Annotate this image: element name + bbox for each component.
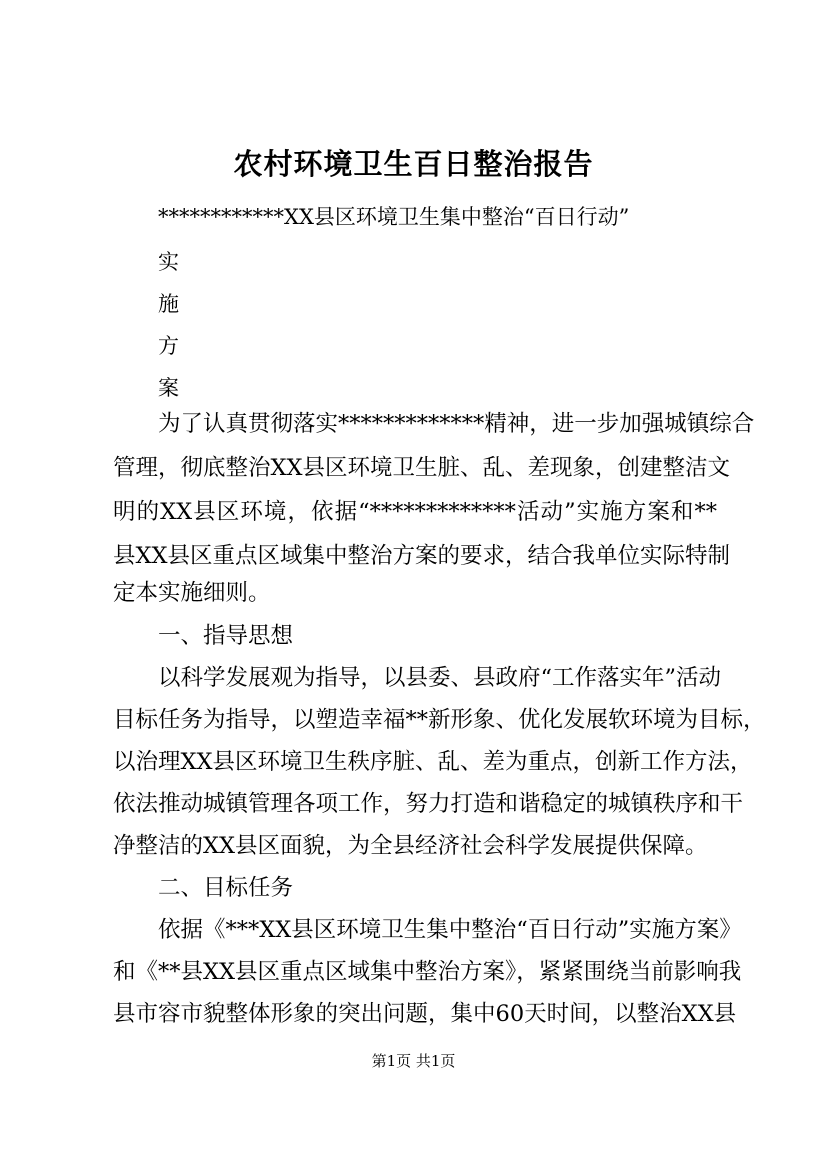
paragraph-line: 管理，彻底整治XX县区环境卫生脏、乱、差现象，创建整洁文	[113, 455, 731, 481]
paragraph-line: 县市容市貌整体形象的突出问题，集中60天时间，以整治XX县	[113, 1001, 737, 1027]
paragraph-line: 依据《***XX县区环境卫生集中整治“百日行动”实施方案》	[158, 917, 742, 943]
paragraph-line: 定本实施细则。	[113, 580, 271, 606]
page-footer: 第1页 共1页	[371, 1052, 456, 1070]
vertical-char: 案	[158, 376, 179, 400]
section-heading: 二、目标任务	[158, 875, 294, 901]
paragraph-line: 县XX县区重点区域集中整治方案的要求，结合我单位实际特制	[113, 543, 731, 569]
vertical-char: 施	[158, 292, 179, 316]
vertical-char: 实	[158, 250, 179, 274]
paragraph-line: 依法推动城镇管理各项工作，努力打造和谐稳定的城镇秩序和干	[113, 791, 744, 817]
document-subtitle: ************XX县区环境卫生集中整治“百日行动”	[158, 205, 630, 229]
paragraph-line: 为了认真贯彻落实*************精神，进一步加强城镇综合	[158, 411, 755, 437]
paragraph-line: 以治理XX县区环境卫生秩序脏、乱、差为重点，创新工作方法，	[113, 749, 753, 775]
section-heading: 一、指导思想	[158, 623, 294, 649]
vertical-char: 方	[158, 334, 179, 358]
paragraph-line: 目标任务为指导，以塑造幸福**新形象、优化发展软环境为目标，	[113, 707, 766, 733]
paragraph-line: 净整洁的XX县区面貌，为全县经济社会科学发展提供保障。	[113, 833, 708, 859]
paragraph-line: 以科学发展观为指导，以县委、县政府“工作落实年”活动	[158, 665, 722, 691]
paragraph-line: 明的XX县区环境，依据“*************活动”实施方案和**	[113, 499, 717, 525]
paragraph-line: 和《**县XX县区重点区域集中整治方案》，紧紧围绕当前影响我	[113, 959, 742, 985]
document-title: 农村环境卫生百日整治报告	[233, 147, 594, 181]
